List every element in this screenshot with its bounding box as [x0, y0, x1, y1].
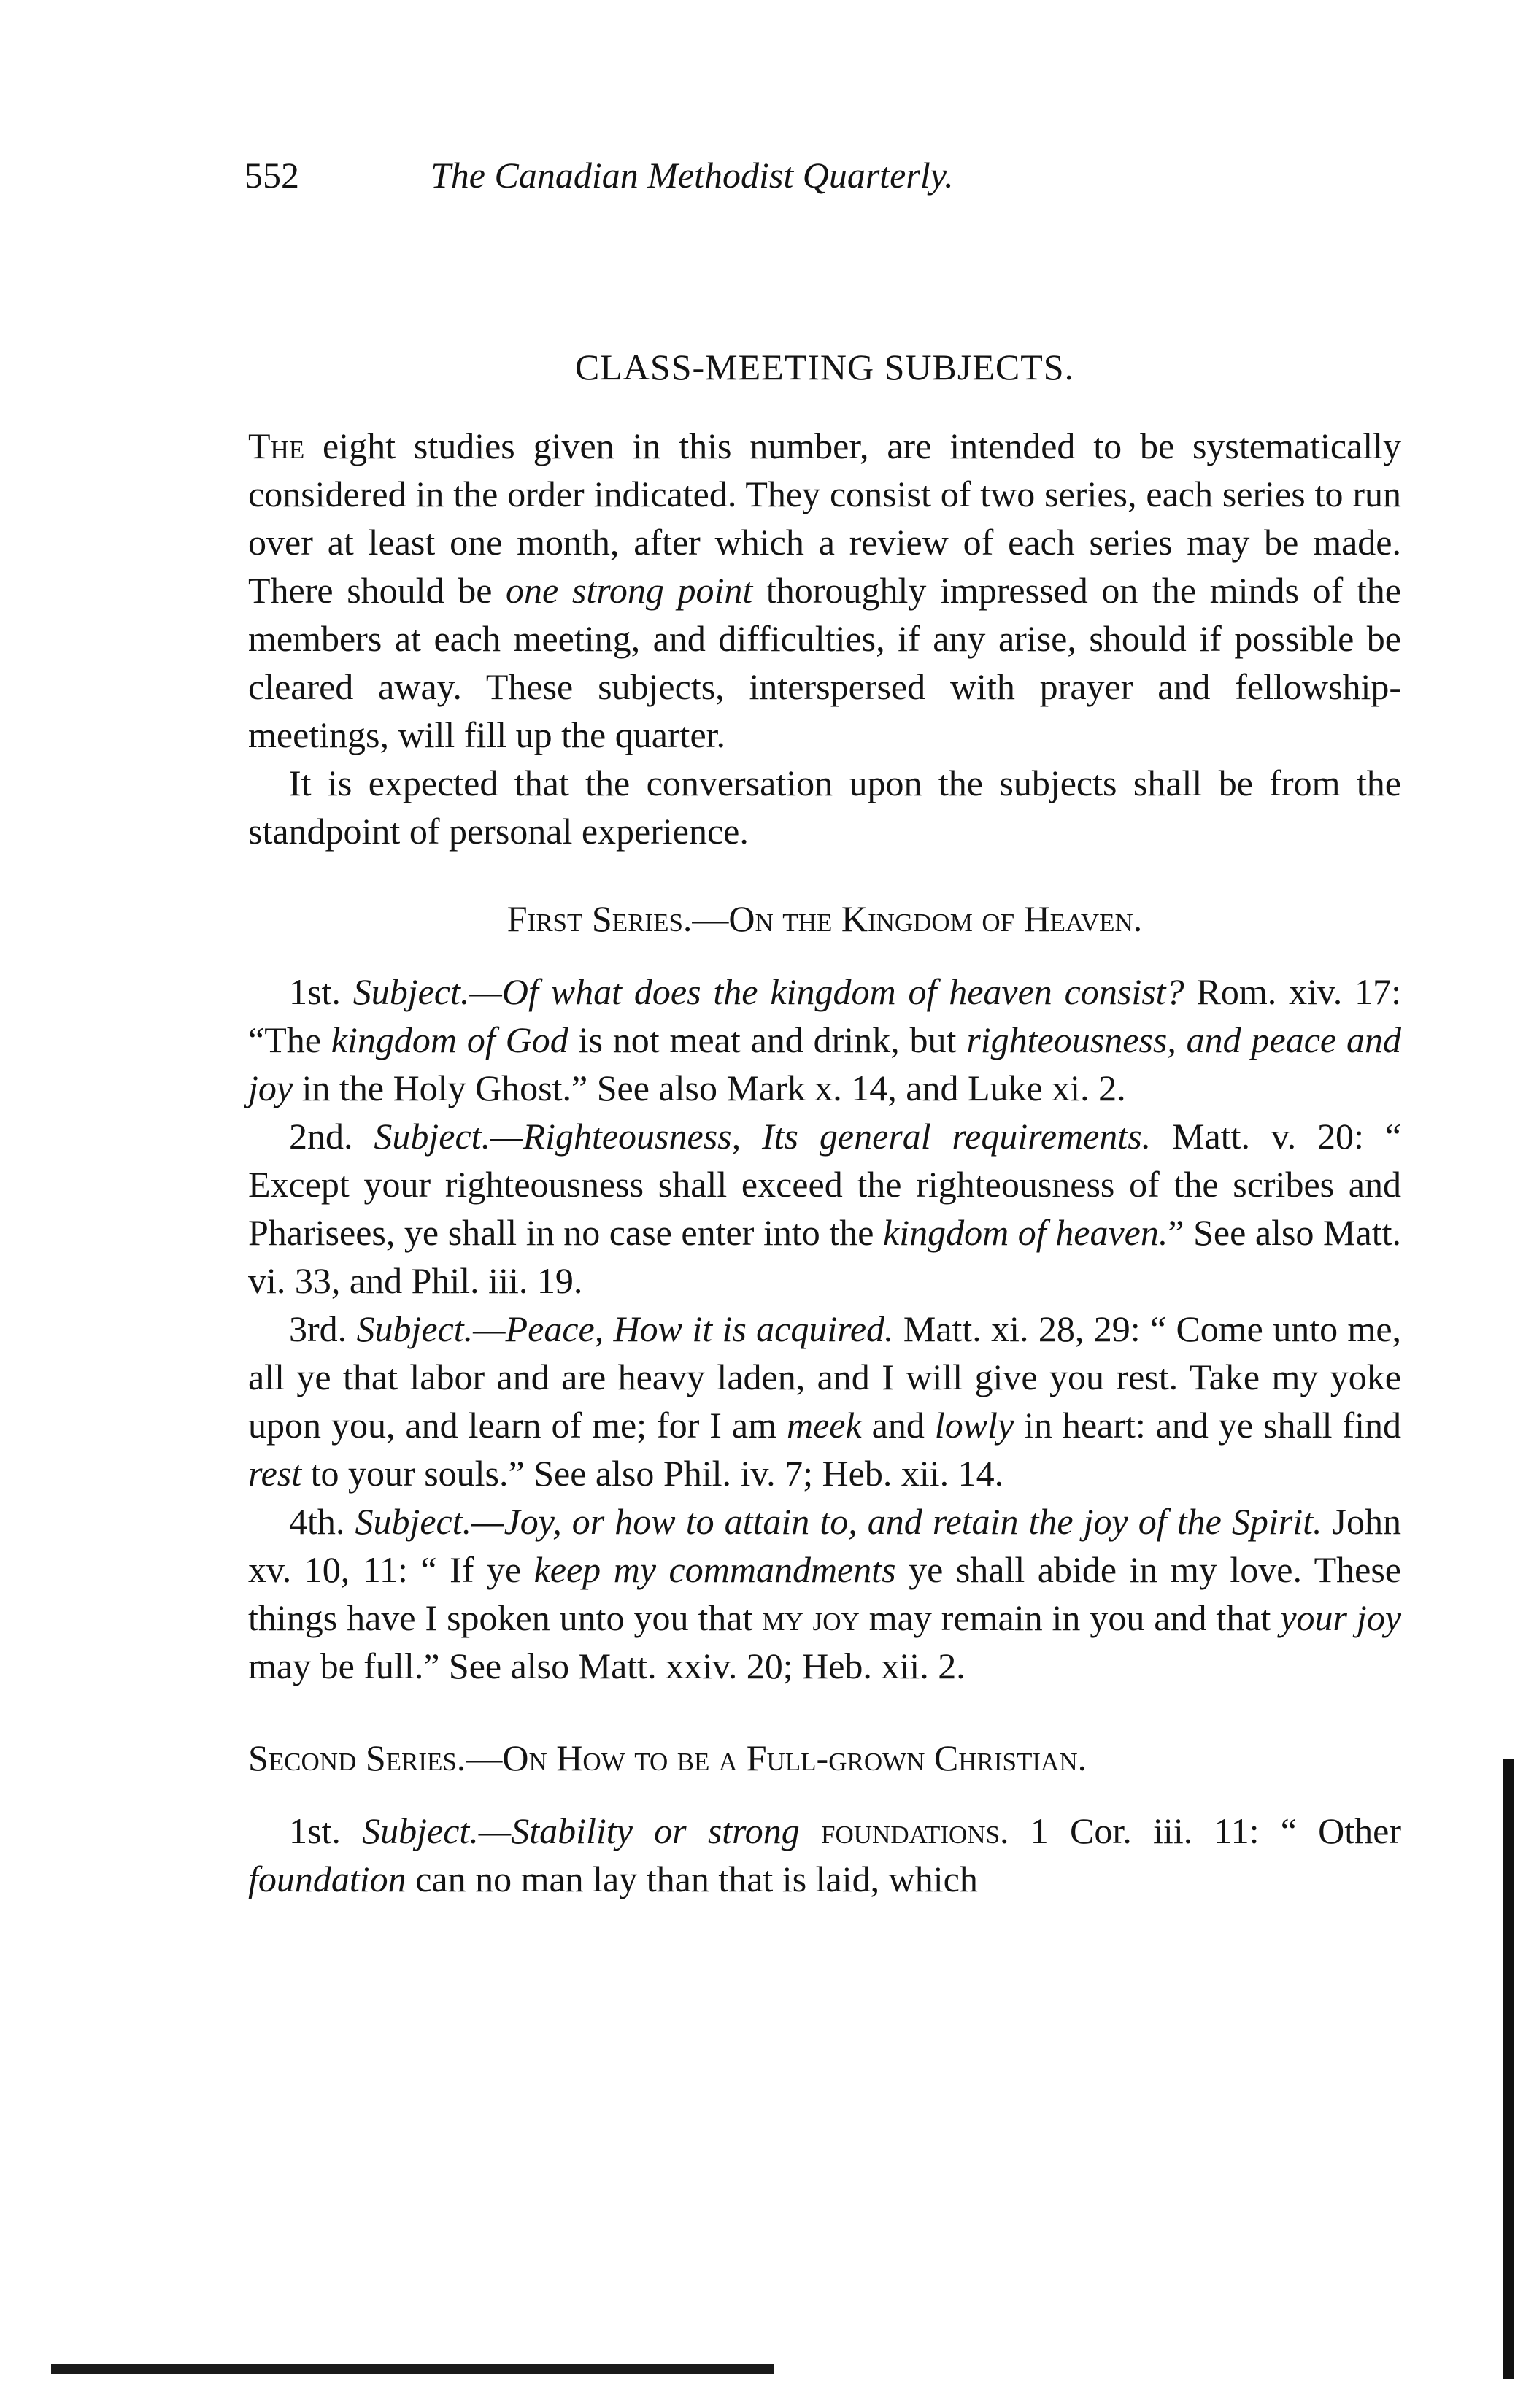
- subject-text: can no man lay than that is laid, which: [406, 1859, 978, 1899]
- article-title: CLASS-MEETING SUBJECTS.: [574, 347, 1075, 387]
- subject-number: 4th.: [289, 1501, 345, 1542]
- subject-text: may remain in you and that: [859, 1597, 1281, 1638]
- subject-text: and: [861, 1405, 935, 1446]
- subject-number: 2nd.: [289, 1116, 353, 1157]
- subject-title: Subject.—Joy, or how to attain to, and retain the joy of the Spirit.: [355, 1501, 1322, 1542]
- page-number: 552: [244, 155, 299, 196]
- first-series-subject-1: [248, 968, 1401, 1112]
- subject-text: to your souls.” See also Phil. iv. 7; Heb. xii. 14.: [301, 1453, 1004, 1494]
- subject-title: Subject.—Of what does the kingdom of heaven consist?: [352, 971, 1184, 1012]
- second-series-heading: Second Series.—On How to be a Full-grown Christian.: [248, 1737, 1087, 1778]
- scan-edge-bar: [1503, 1759, 1514, 2379]
- subject-number: 1st.: [289, 971, 341, 1012]
- subject-text: Rom. xiv. 17: “The: [248, 971, 1402, 1060]
- subject-text: Matt. xi. 28, 29: “ Come unto me, all ye that labor and are heavy laden, and I will give you rest. Take my yoke upon you, and learn of me; for I am: [248, 1308, 1402, 1446]
- subject-text: Matt. v. 20: “ Except your righteousness shall exceed the righteousness of the scribes and Pharisees, ye shall in no case enter into the: [248, 1116, 1402, 1253]
- subject-emphasis: righteousness, and peace and joy: [248, 1019, 1401, 1108]
- subject-emphasis: your joy: [1280, 1597, 1402, 1638]
- subject-text: ye shall abide in my love. These things have I spoken unto you that: [248, 1549, 1401, 1638]
- subject-number: 3rd.: [289, 1308, 347, 1349]
- subject-text: is not meat and drink, but: [568, 1019, 967, 1060]
- subject-emphasis: foundation: [248, 1859, 406, 1899]
- first-series-subject-4: [248, 1497, 1401, 1690]
- subject-small-caps: foundations.: [821, 1810, 1009, 1851]
- subject-text: 1 Cor. iii. 11: “ Other: [1009, 1810, 1402, 1851]
- subject-text: ” See also Matt. vi. 33, and Phil. iii. 19.: [248, 1212, 1401, 1301]
- intro-text-2: thoroughly impressed on the minds of the members at each meeting, and difficulties, if any arise, should if possible be cleared away. These subjects, interspersed with prayer and fellowship-meetings, will fill up the quarter.: [248, 570, 1401, 755]
- subject-title: Subject.—Righteousness, Its general requirements.: [374, 1116, 1152, 1157]
- subject-number: 1st.: [289, 1810, 341, 1851]
- journal-title: The Canadian Methodist Quarterly.: [431, 155, 954, 196]
- first-series-subject-3: [248, 1305, 1401, 1497]
- subject-title: Subject.—Peace, How it is acquired.: [356, 1308, 894, 1349]
- article-body: [248, 343, 1401, 1903]
- intro-emphasis: one strong point: [506, 570, 753, 611]
- subject-text: in heart: and ye shall find: [1014, 1405, 1401, 1446]
- subject-text: may be full.” See also Matt. xxiv. 20; Heb. xii. 2.: [248, 1645, 966, 1686]
- subject-text: in the Holy Ghost.” See also Mark x. 14, and Luke xi. 2.: [293, 1068, 1126, 1108]
- first-series-subject-2: [248, 1112, 1401, 1305]
- subject-emphasis: keep my commandments: [533, 1549, 896, 1590]
- subject-title: Subject.—Stability or strong: [362, 1810, 800, 1851]
- scan-bottom-rule: [51, 2364, 774, 2374]
- intro-paragraph-2: It is expected that the conversation upon the subjects shall be from the standpoint of personal experience.: [248, 763, 1401, 852]
- subject-emphasis: kingdom of God: [331, 1019, 568, 1060]
- subject-small-caps: my joy: [762, 1597, 860, 1638]
- first-series-heading: First Series.—On the Kingdom of Heaven.: [506, 898, 1143, 939]
- subject-emphasis: lowly: [934, 1405, 1014, 1446]
- intro-text-1: eight studies given in this number, are intended to be systematically considered in the order indicated. They consist of two series, each series to run over at least one month, after which a review of each series may be made. There should be: [248, 425, 1401, 611]
- intro-lead-word: The: [248, 425, 305, 466]
- subject-emphasis: rest: [248, 1453, 302, 1494]
- second-series-subject-1: [248, 1807, 1401, 1903]
- intro-paragraph: [248, 422, 1401, 759]
- running-head: [244, 150, 1179, 201]
- subject-emphasis: meek: [786, 1405, 862, 1446]
- subject-text: John xv. 10, 11: “ If ye: [248, 1501, 1401, 1590]
- subject-emphasis: kingdom of heaven.: [883, 1212, 1168, 1253]
